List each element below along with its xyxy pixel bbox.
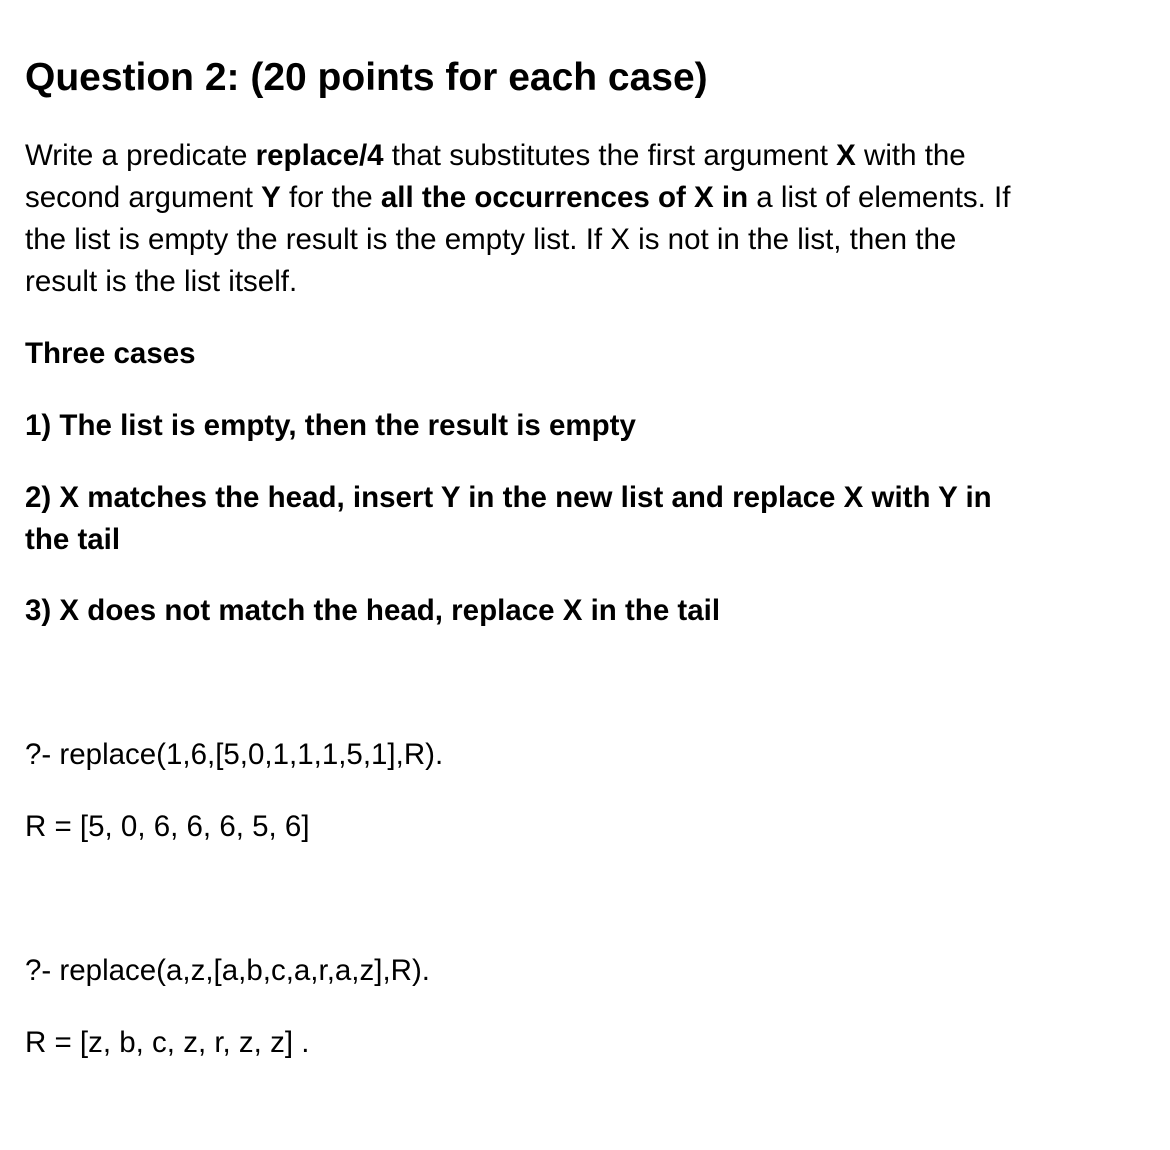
case-1: 1) The list is empty, then the result is empty	[25, 409, 636, 442]
example-1-result: R = [5, 0, 6, 6, 6, 5, 6]	[25, 810, 310, 843]
question-description	[25, 135, 1010, 303]
argument-x: X	[836, 139, 856, 172]
description-line-1: Write a predicate replace/4 that substitutes the first argument X with the	[25, 139, 966, 172]
predicate-name: replace/4	[255, 139, 384, 172]
occurrences-phrase: all the occurrences of X in	[380, 181, 749, 214]
description-line-3: the list is empty the result is the empty list. If X is not in the list, then the	[25, 223, 957, 256]
case-2-line-1: 2) X matches the head, insert Y in the new list and replace X with Y in	[25, 481, 992, 514]
example-2-result: R = [z, b, c, z, r, z, z] .	[25, 1026, 310, 1059]
case-3: 3) X does not match the head, replace X in the tail	[25, 594, 721, 627]
question-title: Question 2: (20 points for each case)	[25, 56, 708, 99]
description-line-2: second argument Y for the all the occurrences of X in a list of elements. If	[25, 181, 1011, 214]
argument-y: Y	[261, 181, 281, 214]
case-2	[25, 477, 992, 561]
example-1-query: ?- replace(1,6,[5,0,1,1,1,5,1],R).	[25, 738, 444, 771]
description-line-4: result is the list itself.	[25, 265, 298, 298]
case-2-line-2: the tail	[25, 523, 121, 556]
cases-heading: Three cases	[25, 337, 196, 370]
example-2-query: ?- replace(a,z,[a,b,c,a,r,a,z],R).	[25, 954, 430, 987]
